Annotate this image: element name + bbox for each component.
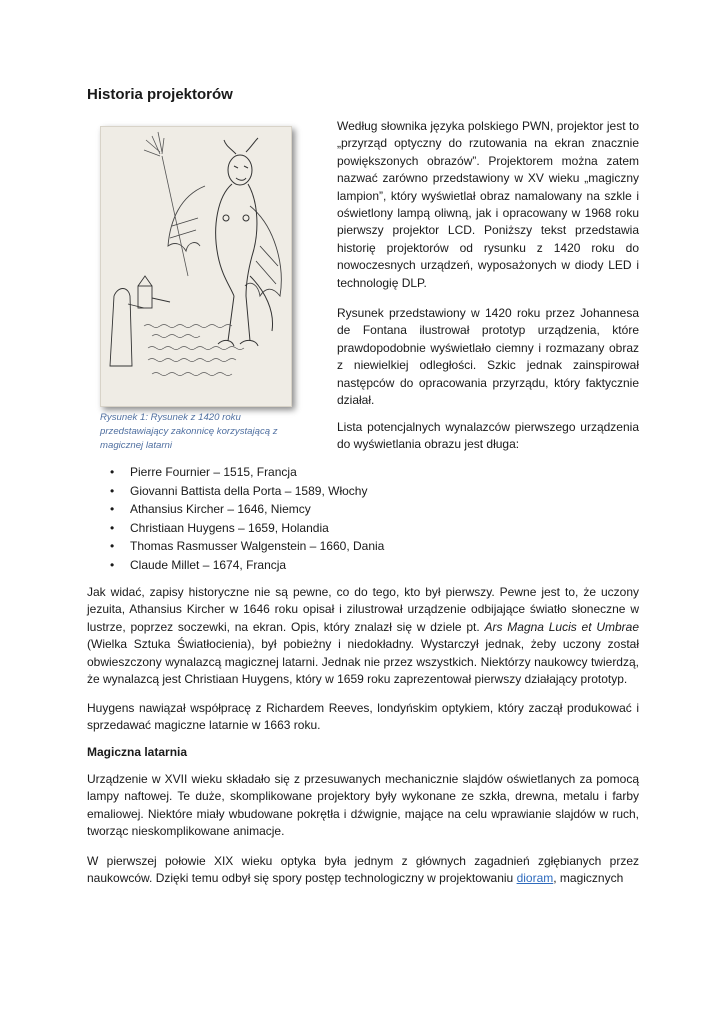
list-item: • Christiaan Huygens – 1659, Holandia bbox=[110, 519, 384, 538]
paragraph-dioramas-part-1: W pierwszej połowie XIX wieku optyka była jednym z głównych zagadnień zgłębianych przez naukowców. Dzięki temu odbył się spory postęp technologiczny w projektowaniu bbox=[87, 854, 639, 886]
page-title: Historia projektorów bbox=[87, 86, 233, 103]
paragraph-magic-lantern: Urządzenie w XVII wieku składało się z przesuwanych mechanicznie slajdów oświetlanych za pomocą lampy naftowej. Te duże, skomplikowane projektory były wykonane ze szkła, drewna, metalu i farby emaliowej. Niektóre miały wbudowane pokrętła i dźwignie, mające na celu wprawianie slajdów w ruch, tworząc nieskomplikowane animacje. bbox=[87, 772, 639, 839]
list-item: • Pierre Fournier – 1515, Francja bbox=[110, 463, 384, 482]
book-title: Ars Magna Lucis et Umbrae bbox=[484, 619, 640, 634]
intro-paragraph-3: Lista potencjalnych wynalazców pierwszego urządzenia do wyświetlania obrazu jest długa: bbox=[337, 420, 639, 452]
list-item: • Giovanni Battista della Porta – 1589, Włochy bbox=[110, 482, 384, 501]
dioram-link[interactable]: dioram bbox=[516, 871, 554, 886]
paragraph-kircher bbox=[87, 584, 639, 688]
list-item: • Thomas Rasmusser Walgenstein – 1660, Dania bbox=[110, 537, 384, 556]
section-heading: Magiczna latarnia bbox=[87, 745, 188, 759]
inventors-list bbox=[110, 463, 384, 575]
paragraph-dioramas-part-2: , magicznych bbox=[553, 871, 624, 886]
manuscript-drawing-icon bbox=[100, 126, 292, 407]
paragraph-kircher-part-1: Jak widać, zapisy historyczne nie są pewne, co do tego, kto był pierwszy. Pewne jest to, że uczony jezuita, Athansius Kircher w 1646 roku opisał i zilustrował urządzenie odbijające światło słoneczne w lustrze, poprzez soczewki, na ekran. Opis, który znalazł się w dziele pt. bbox=[87, 585, 639, 634]
intro-paragraph-2: Rysunek przedstawiony w 1420 roku przez Johannesa de Fontana ilustrował prototyp urządzenia, które prawdopodobnie wyświetlało ciemny i rozmazany obraz z niewielkiej odległości. Szkic jednak zainspirował następców do opracowania przyrządu, który faktycznie działał. bbox=[337, 306, 639, 408]
figure-image bbox=[100, 126, 292, 407]
figure-caption: Rysunek 1: Rysunek z 1420 roku przedstawiający zakonnicę korzystającą z magicznej latarni bbox=[100, 412, 278, 451]
list-item: • Claude Millet – 1674, Francja bbox=[110, 556, 384, 575]
paragraph-dioramas bbox=[87, 853, 639, 888]
paragraph-huygens: Huygens nawiązał współpracę z Richardem Reeves, londyńskim optykiem, który zaczął produkować i sprzedawać magiczne latarnie w 1663 roku. bbox=[87, 701, 639, 733]
intro-paragraph-1: Według słownika języka polskiego PWN, projektor jest to „przyrząd optyczny do rzutowania na ekran znacznie powiększonych obrazów”. Projektorem można zatem nazwać zarówno przedstawiony w XV wieku „magiczny lampion”, który wyświetlał obraz namalowany na szkle i oświetlony lampą oliwną, jak i opracowany w 1968 roku pierwszy projektor LCD. Poniższy tekst przedstawia historię projektorów od rysunku z 1420 roku do nowoczesnych urządzeń, wyposażonych w diody LED i technologię DLP. bbox=[337, 119, 639, 290]
list-item: • Athansius Kircher – 1646, Niemcy bbox=[110, 500, 384, 519]
paragraph-kircher-part-2: (Wielka Sztuka Światłocienia), był pobieżny i niedokładny. Wystarczył jednak, żeby uczony został obwieszczony wynalazcą magicznej latarni. Jednak nie przez wszystkich. Niektórzy naukowcy twierdzą, że wynalazcą jest Christiaan Huygens, który w 1659 roku zaprezentował pierwszy działający prototyp. bbox=[87, 637, 639, 687]
